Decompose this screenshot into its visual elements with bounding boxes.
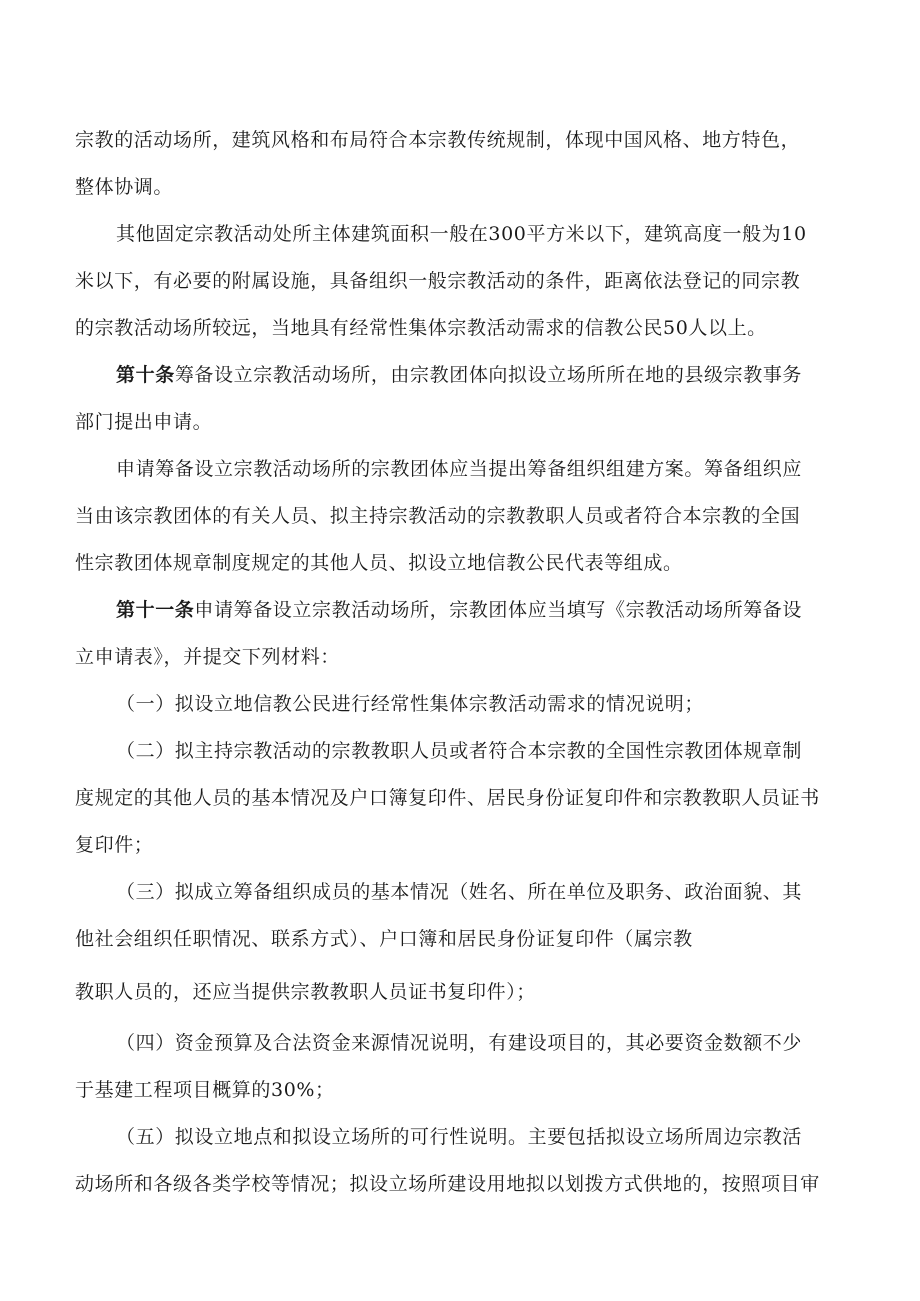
body-text-line: 部门提出申请。 bbox=[75, 411, 213, 433]
body-text-line: 复印件； bbox=[75, 834, 154, 856]
body-text-line: 其他固定宗教活动处所主体建筑面积一般在300平方米以下，建筑高度一般为10 bbox=[116, 223, 807, 245]
body-text-line: 动场所和各级各类学校等情况；拟设立场所建设用地拟以划拨方式供地的，按照项目审 bbox=[75, 1173, 820, 1195]
article-11-line: 第十一条申请筹备设立宗教活动场所，宗教团体应当填写《宗教活动场所筹备设 bbox=[116, 599, 803, 621]
list-item-1: （一）拟设立地信教公民进行经常性集体宗教活动需求的情况说明； bbox=[116, 693, 705, 715]
list-item-2: （二）拟主持宗教活动的宗教教职人员或者符合本宗教的全国性宗教团体规章制 bbox=[116, 740, 803, 762]
article-heading: 第十条 bbox=[116, 364, 175, 386]
body-text-line: 度规定的其他人员的基本情况及户口簿复印件、居民身份证复印件和宗教教职人员证书 bbox=[75, 787, 820, 809]
body-text-line: 米以下，有必要的附属设施，具备组织一般宗教活动的条件，距离依法登记的同宗教 bbox=[75, 270, 801, 292]
body-text-line: 当由该宗教团体的有关人员、拟主持宗教活动的宗教教职人员或者符合本宗教的全国 bbox=[75, 505, 801, 527]
body-text-line: 宗教的活动场所，建筑风格和布局符合本宗教传统规制，体现中国风格、地方特色， bbox=[75, 129, 801, 151]
body-text-line: 性宗教团体规章制度规定的其他人员、拟设立地信教公民代表等组成。 bbox=[75, 552, 683, 574]
article-heading: 第十一条 bbox=[116, 599, 195, 621]
body-text-line: 的宗教活动场所较远，当地具有经常性集体宗教活动需求的信教公民50人以上。 bbox=[75, 317, 767, 339]
body-text-line: 立申请表》，并提交下列材料： bbox=[75, 646, 340, 668]
list-item-3: （三）拟成立筹备组织成员的基本情况（姓名、所在单位及职务、政治面貌、其 bbox=[116, 881, 803, 903]
body-text-line: 申请筹备设立宗教活动场所的宗教团体应当提出筹备组织组建方案。筹备组织应 bbox=[116, 458, 803, 480]
body-text-line: 他社会组织任职情况、联系方式）、户口簿和居民身份证复印件（属宗教 bbox=[75, 928, 693, 950]
body-text-line: 教职人员的，还应当提供宗教教职人员证书复印件）； bbox=[75, 981, 536, 1003]
body-text-line: 整体协调。 bbox=[75, 176, 174, 198]
list-item-4: （四）资金预算及合法资金来源情况说明，有建设项目的，其必要资金数额不少 bbox=[116, 1032, 803, 1054]
list-item-5: （五）拟设立地点和拟设立场所的可行性说明。主要包括拟设立场所周边宗教活 bbox=[116, 1126, 803, 1148]
article-10-line: 第十条筹备设立宗教活动场所，由宗教团体向拟设立场所所在地的县级宗教事务 bbox=[116, 364, 803, 386]
body-text-line: 于基建工程项目概算的30%； bbox=[75, 1079, 335, 1101]
